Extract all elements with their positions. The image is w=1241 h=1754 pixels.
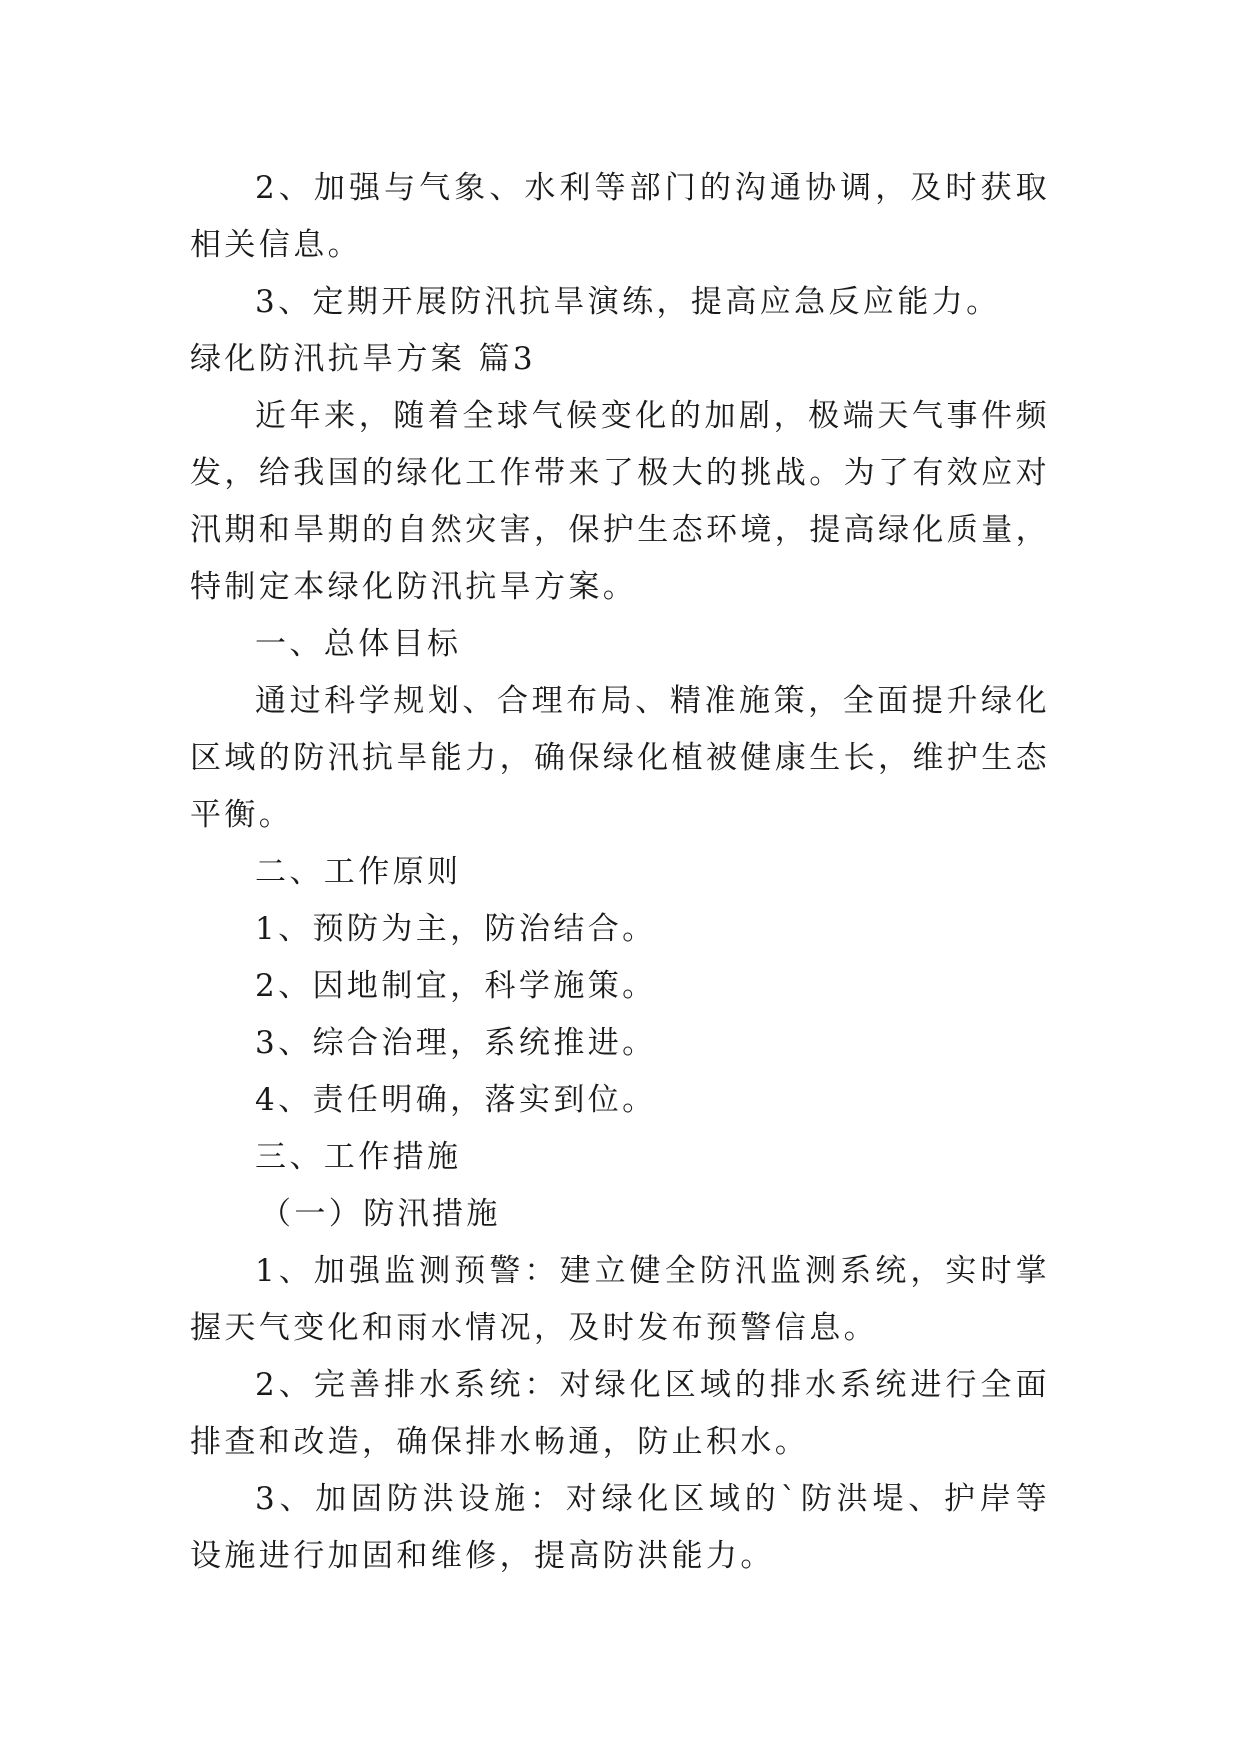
- list-item: 2、因地制宜，科学施策。: [255, 968, 657, 1004]
- section-heading: 一、总体目标: [255, 626, 462, 662]
- paragraph: 2、加强与气象、水利等部门的沟通协调，及时获取相关信息。: [190, 170, 1050, 263]
- subsection-heading: （一）防汛措施: [260, 1196, 501, 1232]
- paragraph: 3、定期开展防汛抗旱演练，提高应急反应能力。: [255, 284, 1001, 320]
- list-item: 4、责任明确，落实到位。: [255, 1082, 657, 1118]
- list-item: 2、完善排水系统：对绿化区域的排水系统进行全面排查和改造，确保排水畅通，防止积水。: [190, 1367, 1050, 1460]
- list-item: 1、加强监测预警：建立健全防汛监测系统，实时掌握天气变化和雨水情况，及时发布预警信息。: [190, 1253, 1050, 1346]
- list-item: 3、加固防洪设施：对绿化区域的`防洪堤、护岸等设施进行加固和维修，提高防洪能力。: [190, 1481, 1050, 1574]
- section-heading: 三、工作措施: [255, 1139, 462, 1175]
- paragraph: 近年来，随着全球气候变化的加剧，极端天气事件频发，给我国的绿化工作带来了极大的挑战。为了有效应对汛期和旱期的自然灾害，保护生态环境，提高绿化质量，特制定本绿化防汛抗旱方案。: [190, 398, 1050, 605]
- section-heading: 绿化防汛抗旱方案 篇3: [190, 341, 536, 377]
- paragraph: 通过科学规划、合理布局、精准施策，全面提升绿化区域的防汛抗旱能力，确保绿化植被健康生长，维护生态平衡。: [190, 683, 1050, 833]
- list-item: 1、预防为主，防治结合。: [255, 911, 657, 947]
- document-body: [190, 160, 1050, 1585]
- section-heading: 二、工作原则: [255, 854, 462, 890]
- list-item: 3、综合治理，系统推进。: [255, 1025, 657, 1061]
